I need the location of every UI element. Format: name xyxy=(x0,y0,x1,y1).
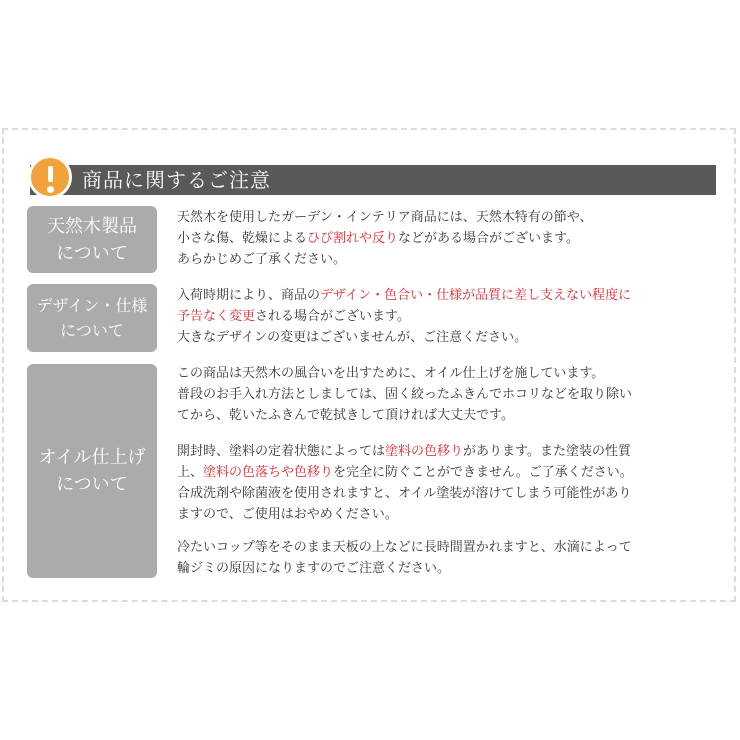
text-line xyxy=(177,249,717,270)
text-line xyxy=(177,441,717,462)
text-line xyxy=(177,504,717,525)
text-segment: この商品は天然木の風合いを出すために、オイル仕上げを施しています。 xyxy=(177,366,605,381)
text-segment: 入荷時期により、商品の xyxy=(177,288,321,303)
text-segment: を完全に防ぐことができません。ご了承ください。 xyxy=(333,465,633,480)
warning-highlight: 予告なく変更 xyxy=(177,309,256,324)
text-line xyxy=(177,285,717,306)
section-label-design-spec xyxy=(27,284,157,352)
text-segment: 天然木を使用したガーデン・インテリア商品には、天然木特有の節や、 xyxy=(177,210,593,225)
text-line xyxy=(177,405,717,426)
text-line xyxy=(177,327,717,348)
section-text-oil-finish-p3 xyxy=(177,537,717,579)
text-segment: 普段のお手入れ方法としましては、固く絞ったふきんでホコリなどを取り除い xyxy=(177,387,633,402)
text-line xyxy=(177,483,717,504)
section-label-line: オイル仕上げ xyxy=(38,447,146,468)
text-line xyxy=(177,537,717,558)
text-segment: 小さな傷、乾燥による xyxy=(177,231,308,246)
section-text-oil-finish-p2 xyxy=(177,441,717,525)
section-label-line: 天然木製品 xyxy=(47,215,137,237)
section-label-line: について xyxy=(60,321,124,340)
text-segment: 冷たいコップ等をそのまま天板の上などに長時間置かれますと、水滴によって xyxy=(177,540,632,555)
text-line xyxy=(177,228,717,249)
section-text-design-spec xyxy=(177,285,717,348)
text-segment: などがある場合がございます。 xyxy=(398,231,579,246)
text-segment: 大きなデザインの変更はございませんが、ご注意ください。 xyxy=(177,330,528,345)
section-label-line: について xyxy=(56,474,128,495)
text-line xyxy=(177,207,717,228)
text-segment: あらかじめご了承ください。 xyxy=(177,252,347,267)
text-segment: てから、乾いたふきんで乾拭きして頂ければ大丈夫です。 xyxy=(177,408,514,423)
text-line xyxy=(177,363,717,384)
text-segment: される場合がございます。 xyxy=(255,309,410,324)
section-label-line: デザイン・仕様 xyxy=(36,296,148,315)
section-label-line: について xyxy=(56,242,128,264)
text-line xyxy=(177,384,717,405)
section-label-natural-wood xyxy=(27,206,157,273)
warning-highlight: デザイン・色合い・仕様が品質に差し支えない程度に xyxy=(320,288,632,303)
text-segment: があります。また塗装の性質 xyxy=(463,444,631,459)
notice-title: 商品に関するご注意 xyxy=(82,168,271,192)
exclamation-icon xyxy=(28,155,72,199)
warning-highlight: ひび割れや反り xyxy=(307,231,399,246)
text-line xyxy=(177,558,717,579)
text-segment: 合成洗剤や除菌液を使用されますと、オイル塗装が溶けてしまう可能性があり xyxy=(177,486,632,501)
section-text-natural-wood xyxy=(177,207,717,270)
text-line xyxy=(177,306,717,327)
section-text-oil-finish-p1 xyxy=(177,363,717,426)
text-segment: 輪ジミの原因になりますのでご注意ください。 xyxy=(177,561,451,576)
text-line xyxy=(177,462,717,483)
section-label-oil-finish xyxy=(27,364,157,578)
text-segment: 上、 xyxy=(177,465,204,480)
text-segment: ますので、ご使用はおやめください。 xyxy=(177,507,398,522)
warning-highlight: 塗料の色落ちや色移り xyxy=(203,465,334,480)
warning-highlight: 塗料の色移り xyxy=(385,444,464,459)
text-segment: 開封時、塗料の定着状態によっては xyxy=(177,444,386,459)
